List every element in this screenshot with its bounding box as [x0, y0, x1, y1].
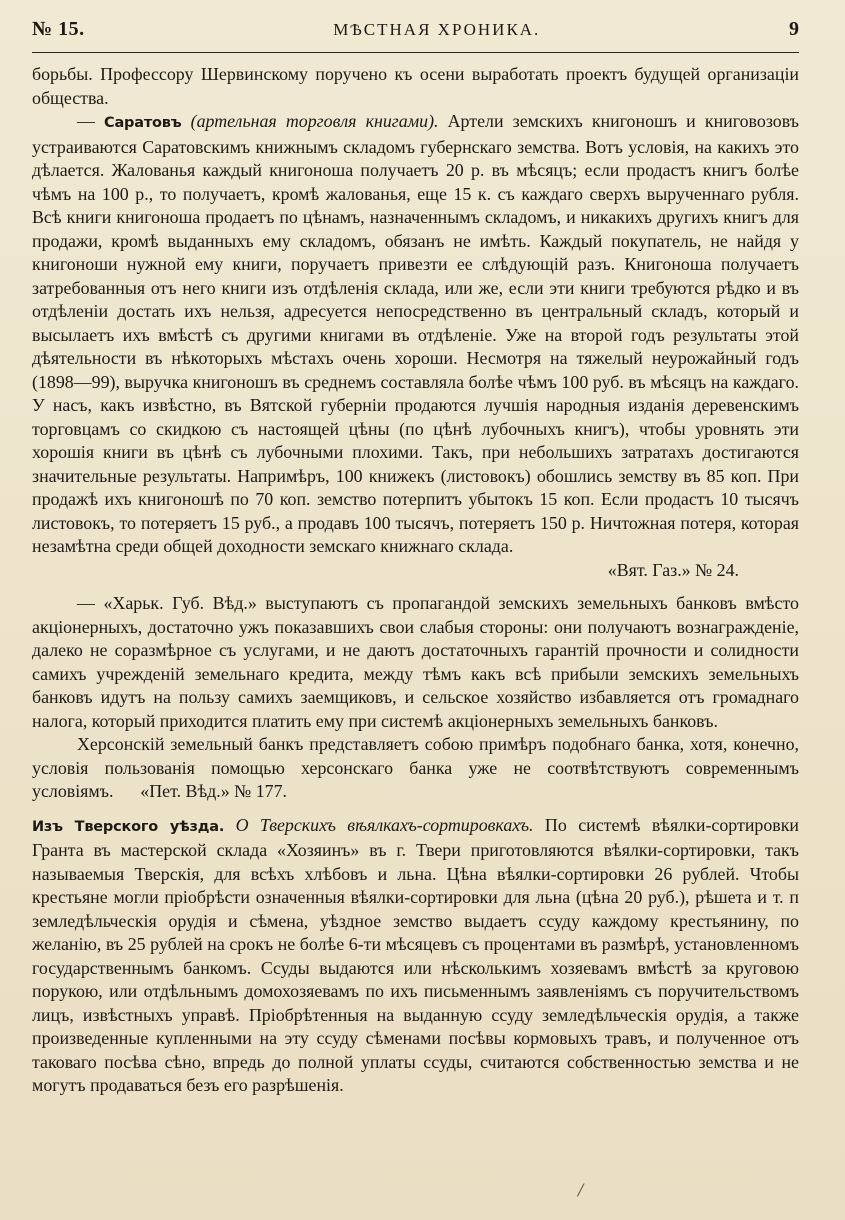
- subtitle-tver: О Тверскихъ вѣялкахъ-сортировкахъ.: [224, 814, 534, 835]
- section-title: МѢСТНАЯ ХРОНИКА.: [333, 20, 541, 39]
- dash: —: [77, 111, 105, 131]
- subtitle-saratov: (артельная торговля книгами).: [190, 111, 439, 131]
- paragraph-saratov: [32, 110, 799, 559]
- text-kherson: Херсонскiй земельный банкъ представляетъ собою примѣръ подобнаго банка, хотя, конечно, условiя пользованiя помощью херсонскаго банка уже не соотвѣтствуютъ современнымъ условiямъ.: [32, 734, 799, 801]
- lead-tver: Изъ Тверского уѣзда.: [32, 818, 225, 835]
- text-tver: По системѣ вѣялки-сортировки Гранта въ мастерской склада «Хозяинъ» въ г. Твери приготовляются вѣялки-сортировки, такъ называемыя Тверскiя, для всѣхъ хлѣбовъ и льна. Цѣна вѣялки-сортировки 26 рублей. Чтобы крестьяне могли прiобрѣсти означенныя вѣялки-сортировки для льна (цѣна 20 руб.), рѣшета и т. п земледѣльческiя орудiя и сѣмена, уѣздное земство выдаетъ ссуду каждому крестьянину, по желанiю, въ 25 рублей на срокъ не болѣе 6-ти мѣсяцевъ съ процентами въ размѣрѣ, установленномъ государственнымъ банкомъ. Ссуды выдаются или нѣсколькимъ хозяевамъ вмѣстѣ за круговою порукою, или отдѣльнымъ домохозяевамъ по ихъ письменнымъ заявленiямъ съ поручительствомъ лицъ, извѣстныхъ управѣ. Прiобрѣтенныя на выданную ссуду земледѣльческiя орудiя, а также произведенные купленными на эту ссуду сѣменами посѣвы кормовыхъ травъ, и полученное отъ таковаго посѣва сѣно, впредь до полной уплаты ссуды, считаются собственностью земства и не могутъ продаваться безъ его разрѣшенiя.: [32, 814, 799, 1095]
- page-number: 9: [788, 18, 799, 40]
- header-rule: [32, 52, 799, 53]
- source-citation-pet: «Пет. Вѣд.» № 177.: [140, 781, 288, 801]
- text-saratov: Артели земскихъ книгоношъ и книговозовъ устраиваются Саратовскимъ книжнымъ складомъ губернскаго земства. Вотъ условiя, на какихъ это дѣлается. Жалованья каждый книгоноша получаетъ 20 р. въ мѣсяцъ; если продастъ книгъ болѣе чѣмъ на 100 р., то получаетъ, кромѣ жалованья, еще 15 к. съ каждаго сверхъ вырученнаго рубля. Всѣ книги книгоноша продаетъ по цѣнамъ, назначеннымъ складомъ, и никакихъ другихъ книгъ для продажи, кромѣ выданныхъ ему складомъ, обязанъ не имѣть. Каждый покупатель, не найдя у книгоноши нужной ему книги, поручаетъ привезти ее слѣдующiй разъ. Книгоноша получаетъ затребованныя отъ него книги изъ отдѣленiя склада, или же, если эти книги требуются рѣдко и въ отдѣленiи достать ихъ нельзя, адресуется непосредственно въ центральный складъ, который и высылаетъ ихъ вмѣстѣ съ другими книгами въ отдѣленiе. Уже на второй годъ результаты этой дѣятельности въ нѣкоторыхъ мѣстахъ очень хороши. Несмотря на тяжелый неурожайный годъ (1898—99), выручка книгоношъ въ среднемъ составляла болѣе чѣмъ 100 руб. въ мѣсяцъ на каждаго. У насъ, какъ извѣстно, въ Вятской губернiи продаются лучшiя народныя изданiя деревенскимъ торговцамъ со скидкою съ настоящей цѣны (по цѣнѣ лубочныхъ книгъ), чтобы уровнять эти хорошiя книги въ цѣнѣ съ лубочными плохими. Такъ, при небольшихъ затратахъ достигаются значительные результаты. Напримѣръ, 100 книжекъ (листовокъ) обошлись земству въ 85 коп. При продажѣ ихъ книгоношѣ по 70 коп. земство потерпитъ убытокъ 15 коп. Если продастъ 10 тысячъ листовокъ, то потеряетъ 15 руб., а продавъ 100 тысячъ, потеряетъ 150 р. Ничтожная потеря, которая незамѣтна среди общей доходности земскаго книжнаго склада.: [32, 111, 799, 556]
- paragraph-kharkov: — «Харьк. Губ. Вѣд.» выступаютъ съ пропагандой земскихъ земельныхъ банковъ вмѣсто акцiонерныхъ, достаточно ужъ показавшихъ свои слабыя стороны: они получаютъ вознагражденiе, далеко не соразмѣрное съ услугами, и не даютъ достаточныхъ гарантiй прочности и солидности самихъ учрежденiй земельнаго кредита, между тѣмъ какъ всѣ прибыли земскихъ земельныхъ банковъ идутъ на пользу самихъ заемщиковъ, и сельское хозяйство избавляется отъ громаднаго налога, который приходится платить ему при системѣ акцiонерныхъ земельныхъ банковъ.: [32, 593, 799, 731]
- paragraph-kherson: [32, 733, 799, 804]
- footer-mark: /: [578, 1180, 584, 1199]
- paragraph-tver: [32, 814, 799, 1098]
- issue-number: № 15.: [32, 18, 85, 40]
- source-citation-vyat: «Вят. Газ.» № 24.: [607, 559, 739, 580]
- lead-saratov: Саратовъ: [104, 115, 182, 131]
- page-header: [32, 18, 799, 50]
- article-body: [32, 63, 799, 1098]
- paragraph-intro: борьбы. Профессору Шервинскому поручено къ осени выработать проектъ будущей организацiи общества.: [32, 64, 799, 108]
